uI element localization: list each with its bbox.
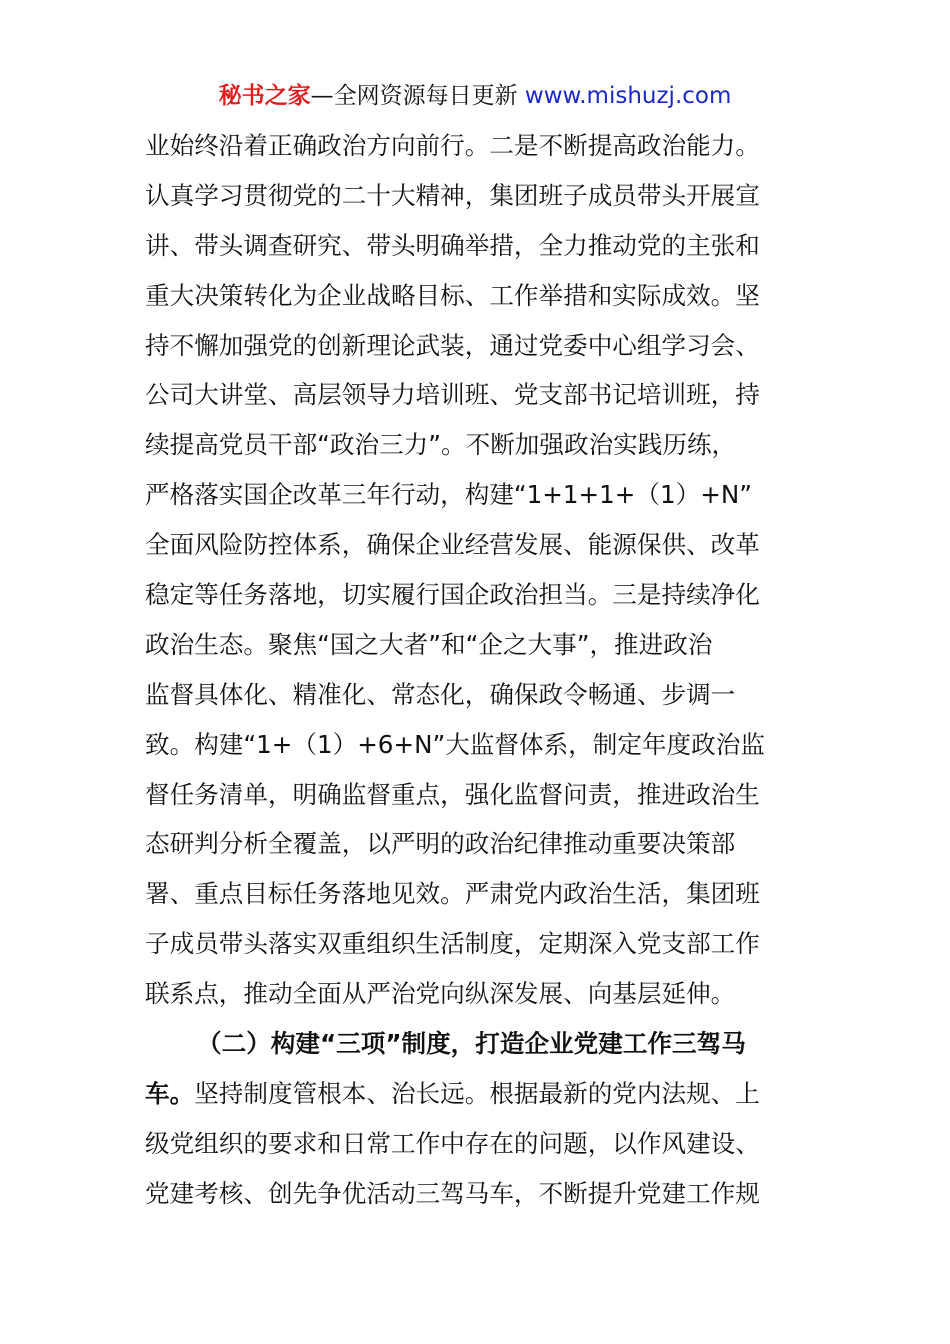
text-line: 稳定等任务落地，切实履行国企政治担当。三是持续净化 <box>145 580 760 610</box>
text-line: 监督具体化、精准化、常态化，确保政令畅通、步调一 <box>145 679 736 709</box>
text-line <box>145 1074 815 1124</box>
site-brand: 秘书之家 <box>218 83 311 109</box>
text-run: 坚持制度管根本、治长远。根据最新的党内法规、上 <box>194 1078 760 1108</box>
text-line: 态研判分析全覆盖，以严明的政治纪律推动重要决策部 <box>145 829 736 859</box>
text-line: 持不懈加强党的创新理论武装，通过党委中心组学习会、 <box>145 330 760 360</box>
text-line: 政治生态。聚焦“国之大者”和“企之大事”，推进政治 <box>145 629 713 659</box>
text-line: 重大决策转化为企业战略目标、工作举措和实际成效。坚 <box>145 280 760 310</box>
text-line: 公司大讲堂、高层领导力培训班、党支部书记培训班，持 <box>145 380 760 410</box>
text-line: 党建考核、创先争优活动三驾马车，不断提升党建工作规 <box>145 1178 760 1208</box>
site-tagline: —全网资源每日更新 <box>310 83 518 109</box>
section-heading: （二）构建“三项”制度，打造企业党建工作三驾马 <box>197 1029 746 1059</box>
text-line: 致。构建“1+（1）+6+N”大监督体系，制定年度政治监 <box>145 729 765 759</box>
text-line: 督任务清单，明确监督重点，强化监督问责，推进政治生 <box>145 779 760 809</box>
text-line: 全面风险防控体系，确保企业经营发展、能源保供、改革 <box>145 530 760 560</box>
document-body <box>145 126 815 1224</box>
site-header <box>0 78 950 114</box>
text-line: 认真学习贯彻党的二十大精神，集团班子成员带头开展宣 <box>145 180 760 210</box>
text-line: 署、重点目标任务落地见效。严肃党内政治生活，集团班 <box>145 879 760 909</box>
text-line: 级党组织的要求和日常工作中存在的问题，以作风建设、 <box>145 1128 760 1158</box>
text-line: 业始终沿着正确政治方向前行。二是不断提高政治能力。 <box>145 131 760 160</box>
site-url-link[interactable]: www.mishuzj.com <box>524 83 732 109</box>
text-line: 联系点，推动全面从严治党向纵深发展、向基层延伸。 <box>145 979 736 1009</box>
section-heading-end: 车。 <box>145 1078 195 1108</box>
text-line: 讲、带头调查研究、带头明确举措，全力推动党的主张和 <box>145 230 760 260</box>
text-line: 严格落实国企改革三年行动，构建“1+1+1+（1）+N” <box>145 480 752 510</box>
text-line: 子成员带头落实双重组织生活制度，定期深入党支部工作 <box>145 929 760 959</box>
text-line: 续提高党员干部“政治三力”。不断加强政治实践历练， <box>145 430 737 460</box>
